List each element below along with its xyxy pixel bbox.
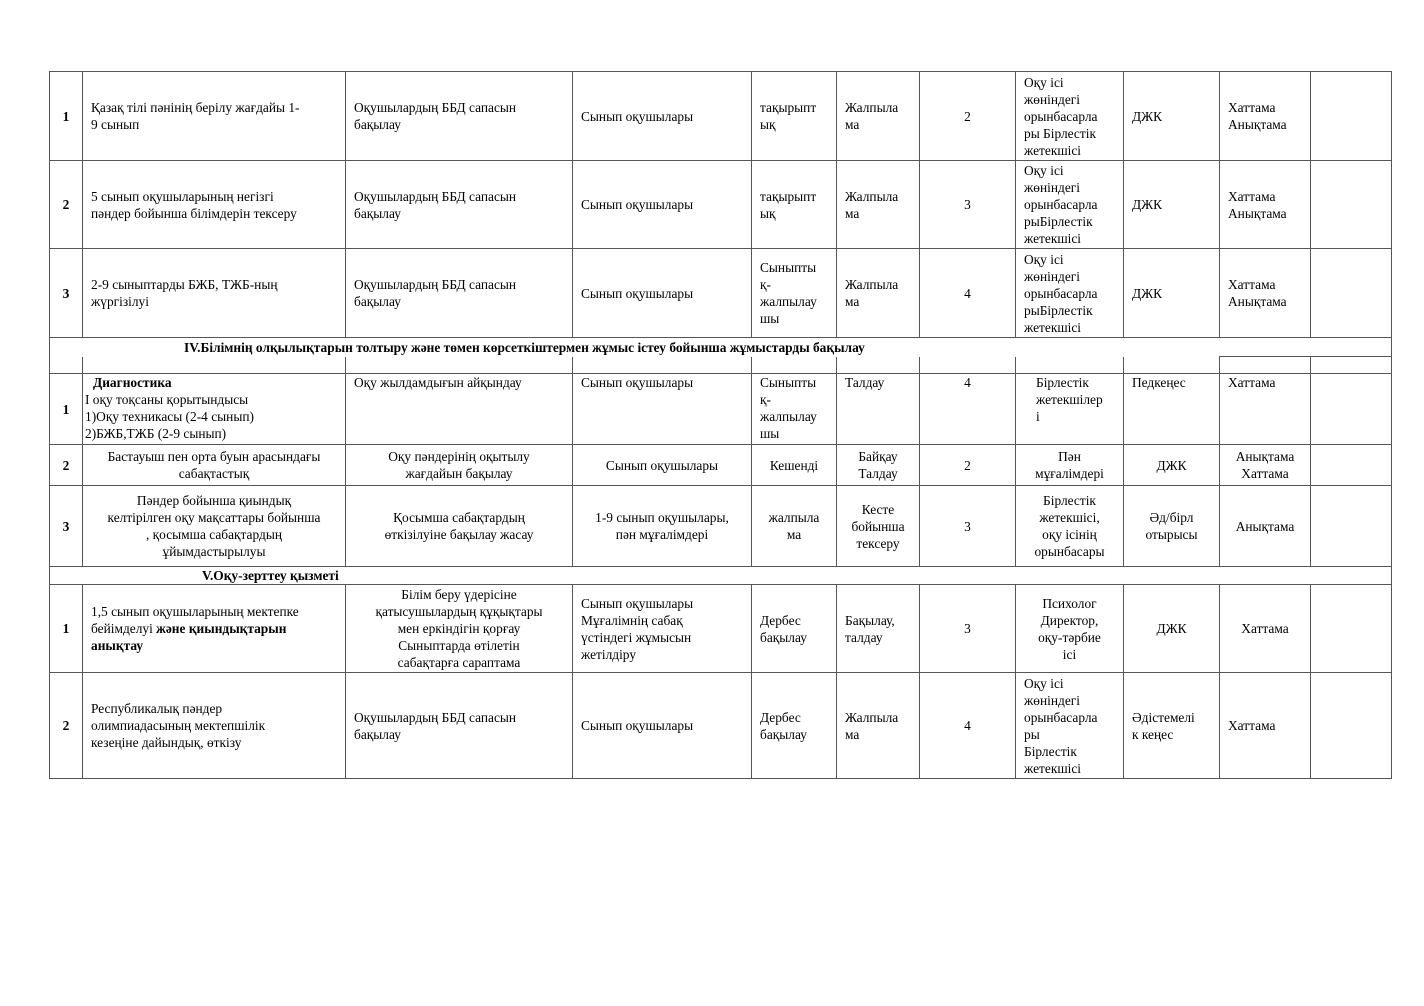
empty-cell (752, 357, 837, 374)
empty-cell (50, 357, 83, 374)
empty-cell (837, 357, 920, 374)
table-row (50, 445, 1392, 486)
place-cell: Педкеңес (1124, 374, 1220, 445)
place-cell: ДЖК (1124, 72, 1220, 161)
section-heading: V.Оқу-зерттеу қызметі (50, 567, 1392, 585)
topic-cell: Республикалық пәндер олимпиадасының мектепшілік кезеңіне дайындық, өткізу (83, 673, 346, 779)
empty-cell (1311, 357, 1392, 374)
responsible-cell: Бірлестік жетекшісі, оқу ісінің орынбасары (1016, 486, 1124, 567)
topic-cell: Қазақ тілі пәнінің берілу жағдайы 1- 9 сынып (83, 72, 346, 161)
week-cell: 2 (920, 445, 1016, 486)
object-cell: Сынып оқушылары (573, 445, 752, 486)
method-cell: Байқау Талдау (837, 445, 920, 486)
responsible-cell: Бірлестік жетекшілер і (1016, 374, 1124, 445)
table-row (50, 486, 1392, 567)
place-cell: ДЖК (1124, 161, 1220, 249)
topic-heading: Диагностика (93, 375, 172, 390)
topic-text: 1,5 сынып оқушыларының мектепке бейімделуі (91, 604, 299, 636)
week-cell: 3 (920, 585, 1016, 673)
week-cell: 3 (920, 161, 1016, 249)
row-number: 2 (50, 445, 83, 486)
result-cell: Хаттама Анықтама (1220, 72, 1311, 161)
week-cell: 4 (920, 673, 1016, 779)
table-row (50, 72, 1392, 161)
responsible-cell: Психолог Директор, оқу-тәрбие ісі (1016, 585, 1124, 673)
method-cell: Бақылау, талдау (837, 585, 920, 673)
topic-cell (83, 585, 346, 673)
control-plan-table (49, 71, 1392, 779)
row-number: 3 (50, 249, 83, 338)
empty-cell (1311, 72, 1392, 161)
table-row (50, 161, 1392, 249)
type-cell: тақырыпт ық (752, 72, 837, 161)
result-cell: Хаттама (1220, 673, 1311, 779)
empty-cell (1311, 585, 1392, 673)
topic-cell: 2-9 сыныптарды БЖБ, ТЖБ-ның жүргізілуі (83, 249, 346, 338)
method-cell: Жалпыла ма (837, 72, 920, 161)
result-cell: Хаттама (1220, 374, 1311, 445)
empty-cell (83, 357, 346, 374)
week-cell: 4 (920, 249, 1016, 338)
responsible-cell: Оқу ісі жөніндегі орынбасарла рыБірлестік жетекшісі (1016, 161, 1124, 249)
section-heading: IV.Білімнің олқылықтарын толтыру және төмен көрсеткіштермен жұмыс істеу бойынша жұмыстарды бақылау (50, 338, 1392, 357)
row-number: 1 (50, 72, 83, 161)
empty-cell (1124, 357, 1220, 374)
type-cell: тақырыпт ық (752, 161, 837, 249)
week-cell: 4 (920, 374, 1016, 445)
responsible-cell: Оқу ісі жөніндегі орынбасарла ры Бірлестік жетекшісі (1016, 673, 1124, 779)
section-heading-row (50, 567, 1392, 585)
topic-cell: Бастауыш пен орта буын арасындағы сабақтастық (83, 445, 346, 486)
object-cell: Сынып оқушылары (573, 161, 752, 249)
type-cell: Дербес бақылау (752, 585, 837, 673)
place-cell: ДЖК (1124, 249, 1220, 338)
week-cell: 3 (920, 486, 1016, 567)
result-cell: Хаттама Анықтама (1220, 249, 1311, 338)
object-cell: Сынып оқушылары (573, 374, 752, 445)
row-number: 2 (50, 161, 83, 249)
empty-cell (920, 357, 1016, 374)
place-cell: Әдістемелі к кеңес (1124, 673, 1220, 779)
goal-cell: Білім беру үдерісіне қатысушылардың құқықтары мен еркіндігін қорғау Сыныптарда өтілетін сабақтарға сараптама (346, 585, 573, 673)
type-cell: Дербес бақылау (752, 673, 837, 779)
object-cell: 1-9 сынып оқушылары, пән мұғалімдері (573, 486, 752, 567)
method-cell: Талдау (837, 374, 920, 445)
plan-page (49, 71, 1391, 779)
topic-cell: Пәндер бойынша қиындық келтірілген оқу мақсаттары бойынша , қосымша сабақтардың ұйымдастырылуы (83, 486, 346, 567)
goal-cell: Оқушылардың ББД сапасын бақылау (346, 161, 573, 249)
goal-cell: Оқу жылдамдығын айқындау (346, 374, 573, 445)
empty-cell (1220, 357, 1311, 374)
object-cell: Сынып оқушылары (573, 72, 752, 161)
empty-cell (573, 357, 752, 374)
result-cell: Анықтама Хаттама (1220, 445, 1311, 486)
row-number: 1 (50, 374, 83, 445)
row-number: 2 (50, 673, 83, 779)
empty-cell (1311, 374, 1392, 445)
section-heading-row (50, 338, 1392, 357)
method-cell: Жалпыла ма (837, 161, 920, 249)
topic-cell (83, 374, 346, 445)
place-cell: Әд/бірл отырысы (1124, 486, 1220, 567)
goal-cell: Оқу пәндерінің оқытылу жағдайын бақылау (346, 445, 573, 486)
type-cell: Кешенді (752, 445, 837, 486)
method-cell: Кесте бойынша тексеру (837, 486, 920, 567)
type-cell: жалпыла ма (752, 486, 837, 567)
method-cell: Жалпыла ма (837, 249, 920, 338)
goal-cell: Оқушылардың ББД сапасын бақылау (346, 72, 573, 161)
table-row (50, 673, 1392, 779)
goal-cell: Қосымша сабақтардың өткізілуіне бақылау жасау (346, 486, 573, 567)
goal-cell: Оқушылардың ББД сапасын бақылау (346, 673, 573, 779)
responsible-cell: Оқу ісі жөніндегі орынбасарла ры Бірлестік жетекшісі (1016, 72, 1124, 161)
type-cell: Сыныпты қ- жалпылау шы (752, 249, 837, 338)
table-row (50, 585, 1392, 673)
place-cell: ДЖК (1124, 585, 1220, 673)
week-cell: 2 (920, 72, 1016, 161)
empty-cell (1311, 445, 1392, 486)
topic-emphasis: және қиындықтарын анықтау (91, 621, 287, 653)
table-row (50, 249, 1392, 338)
responsible-cell: Оқу ісі жөніндегі орынбасарла рыБірлестік жетекшісі (1016, 249, 1124, 338)
method-cell: Жалпыла ма (837, 673, 920, 779)
goal-cell: Оқушылардың ББД сапасын бақылау (346, 249, 573, 338)
result-cell: Хаттама (1220, 585, 1311, 673)
type-cell: Сыныпты қ- жалпылау шы (752, 374, 837, 445)
empty-cell (1016, 357, 1124, 374)
empty-cell (1311, 486, 1392, 567)
place-cell: ДЖК (1124, 445, 1220, 486)
responsible-cell: Пән мұғалімдері (1016, 445, 1124, 486)
object-cell: Сынып оқушылары (573, 249, 752, 338)
empty-cell (1311, 249, 1392, 338)
object-cell: Сынып оқушылары Мұғалімнің сабақ үстіндегі жұмысын жетілдіру (573, 585, 752, 673)
empty-cell (1311, 673, 1392, 779)
row-number: 3 (50, 486, 83, 567)
object-cell: Сынып оқушылары (573, 673, 752, 779)
topic-cell: 5 сынып оқушыларының негізгі пәндер бойынша білімдерін тексеру (83, 161, 346, 249)
result-cell: Хаттама Анықтама (1220, 161, 1311, 249)
empty-cell (346, 357, 573, 374)
spacer-row (50, 357, 1392, 374)
topic-text: I оқу тоқсаны қорытындысы 1)Оқу техникасы (2-4 сынып) 2)БЖБ,ТЖБ (2-9 сынып) (85, 392, 254, 441)
table-row (50, 374, 1392, 445)
row-number: 1 (50, 585, 83, 673)
empty-cell (1311, 161, 1392, 249)
result-cell: Анықтама (1220, 486, 1311, 567)
